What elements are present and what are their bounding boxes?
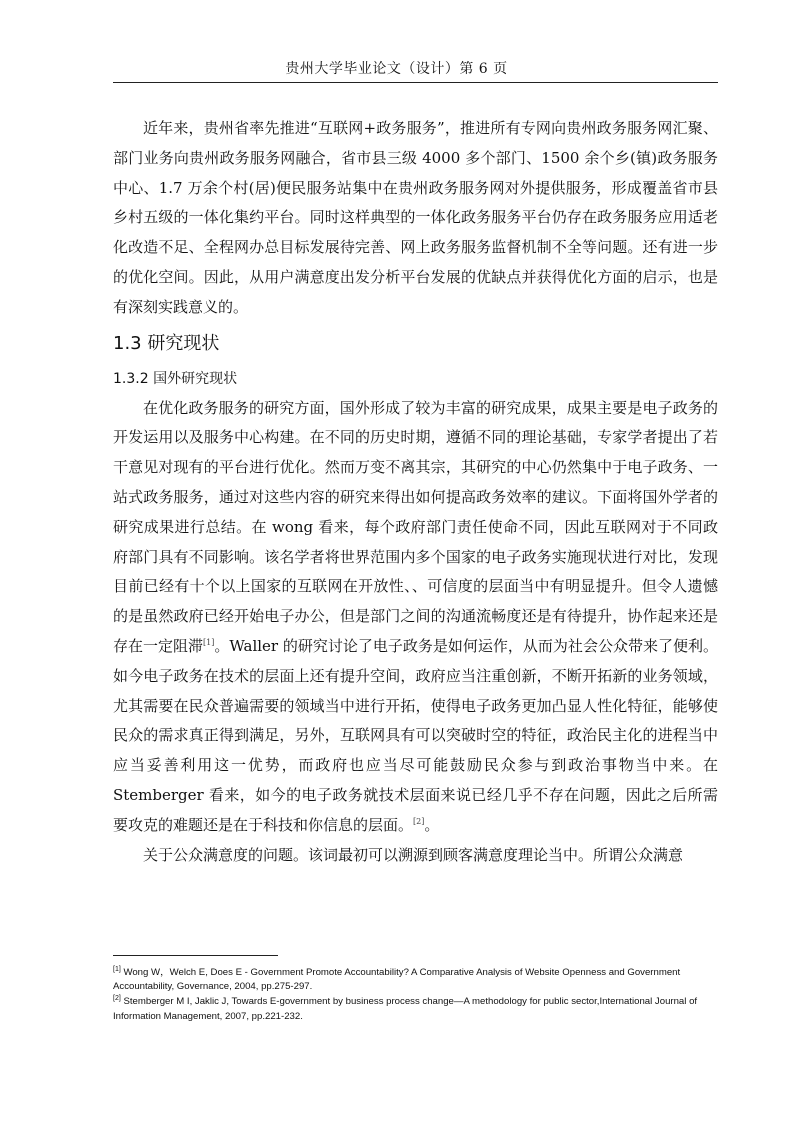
subsection-heading: 1.3.2 国外研究现状 xyxy=(113,370,238,387)
footnote-rule xyxy=(113,955,278,956)
footnote-text-1: Wong W，Welch E, Does E - Government Promote Accountability? A Comparative Analysis of Website Openness and Government Accountability, Governance, 2004, pp.275-297. xyxy=(113,967,681,993)
footnote-mark-1: [1] xyxy=(113,966,121,973)
header-rule xyxy=(113,82,718,83)
footnote-1 xyxy=(113,966,718,994)
intro-paragraph: 近年来，贵州省率先推进“互联网+政务服务”，推进所有专网向贵州政务服务网汇聚、部门业务向贵州政务服务网融合，省市县三级 4000 多个部门、1500 余个乡(镇)政务服务中心、1.7 万余个村(居)便民服务站集中在贵州政务服务网对外提供服务，形成覆盖省市县乡村五级的一体化集约平台。同时这样典型的一体化政务服务平台仍存在政务服务应用适老化改造不足、全程网办总目标发展待完善、网上政务服务监督机制不全等问题。还有进一步的优化空间。因此，从用户满意度出发分析平台发展的优缺点并获得优化方面的启示，也是有深刻实践意义的。 xyxy=(113,119,718,316)
paragraph-text-1: 在优化政务服务的研究方面，国外形成了较为丰富的研究成果，成果主要是电子政务的开发运用以及服务中心构建。在不同的历史时期，遵循不同的理论基础，专家学者提出了若干意见对现有的平台进行优化。然而万变不离其宗，其研究的中心仍然集中于电子政务、一站式政务服务，通过对这些内容的研究来得出如何提高政务效率的建议。下面将国外学者的研究成果进行总结。在 wong 看来，每个政府部门责任使命不同，因此互联网对于不同政府部门具有不同影响。该名学者将世界范围内多个国家的电子政务实施现状进行对比，发现目前已经有十个以上国家的互联网在开放性、、可信度的层面当中有明显提升。但令人遗憾的是虽然政府已经开始电子办公，但是部门之间的沟通流畅度还是有待提升，协作起来还是存在一定阻滞 xyxy=(113,398,718,655)
paragraph-text-2: 。Waller 的研究讨论了电子政务是如何运作，从而为社会公众带来了便利。如今电子政务在技术的层面上还有提升空间，政府应当注重创新，不断开拓新的业务领域，尤其需要在民众普遍需要的领域当中进行开拓，使得电子政务更加凸显人性化特征，能够使民众的需求真正得到满足，另外，互联网具有可以突破时空的特征，政治民主化的进程当中应当妥善利用这一优势，而政府也应当尽可能鼓励民众参与到政治事物当中来。在 Stemberger 看来，如今的电子政务就技术层面来说已经几乎不存在问题，因此之后所需要攻克的难题还是在于科技和你信息的层面。 xyxy=(113,636,718,834)
section-heading: 1.3 研究现状 xyxy=(113,332,220,354)
footnote-mark-2: [2] xyxy=(113,995,121,1003)
foreign-research-paragraph xyxy=(113,394,718,841)
page-body xyxy=(113,114,718,870)
citation-ref-1[interactable]: [1] xyxy=(203,637,215,647)
satisfaction-paragraph: 关于公众满意度的问题。该词最初可以溯源到顾客满意度理论当中。所谓公众满意 xyxy=(143,845,684,864)
page-header: 贵州大学毕业论文（设计）第 6 页 xyxy=(285,61,508,77)
citation-ref-2[interactable]: [2] xyxy=(413,816,425,826)
footnotes xyxy=(113,966,718,1025)
paragraph-text-3: 。 xyxy=(424,815,440,834)
footnote-2 xyxy=(113,995,718,1023)
footnote-text-2: Stemberger M I, Jaklic J, Towards E-government by business process change—A methodology for public sector,International Journal of Information Management, 2007, pp.221-232. xyxy=(113,996,698,1022)
